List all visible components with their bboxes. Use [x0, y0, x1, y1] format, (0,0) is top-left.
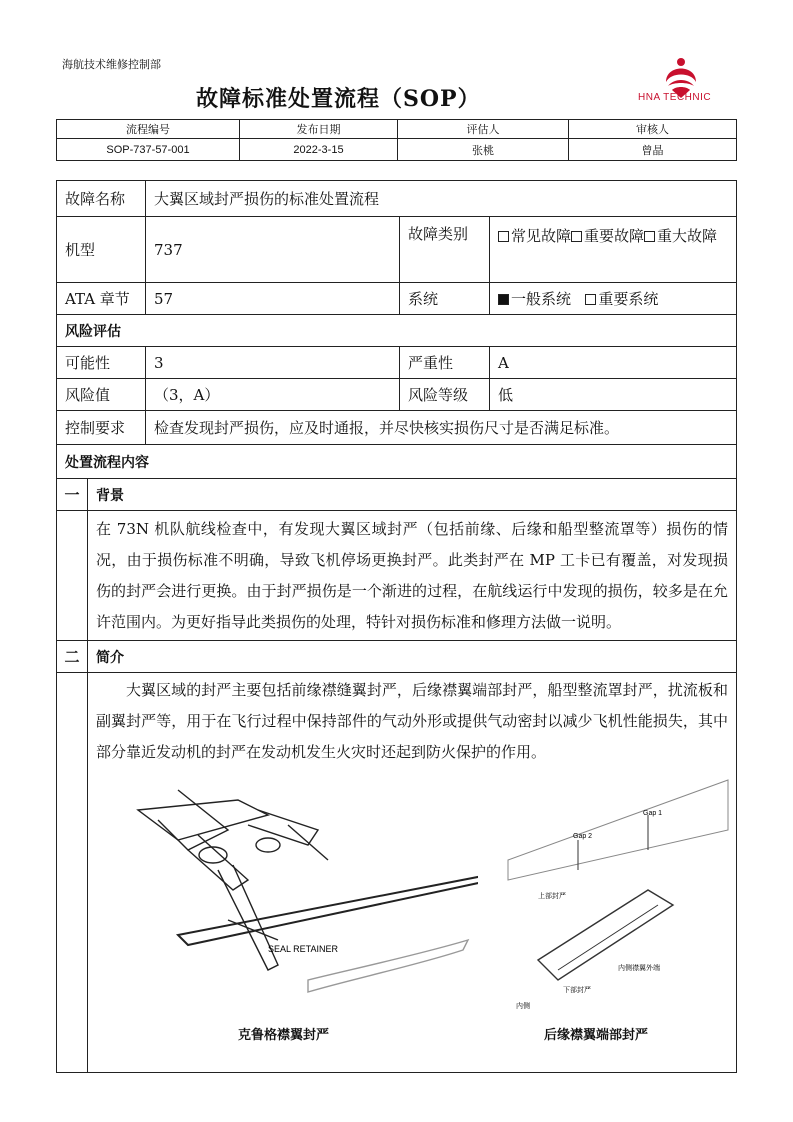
- reviewer: 曾晶: [569, 139, 737, 161]
- category-options: 常见故障 重要故障 重大故障: [490, 217, 737, 283]
- risk-level-label: 风险等级: [400, 379, 490, 411]
- col-reviewer: 审核人: [569, 120, 737, 139]
- checkbox-important[interactable]: [571, 231, 582, 242]
- krueger-caption: 克鲁格襟翼封严: [238, 1028, 330, 1043]
- category-label: 故障类别: [400, 217, 490, 283]
- section-2-number: 二: [57, 641, 88, 673]
- risk-level: 低: [490, 379, 737, 411]
- evaluator: 张桃: [398, 139, 569, 161]
- section-2-text: 大翼区域的封严主要包括前缘襟缝翼封严，后缘襟翼端部封严，船型整流罩封严，扰流板和副翼封严等，用于在飞行过程中保持部件的气动外形或提供气动密封以减少飞机性能损失，其中部分靠近发动机的封严在发动机发生火灾时还起到防火保护的作用。: [96, 681, 728, 761]
- trailing-edge-flap-seal-figure: [498, 770, 738, 1020]
- inner-flap-label: 内侧襟翼外端: [618, 964, 660, 972]
- process-number: SOP-737-57-001: [57, 139, 240, 161]
- risk-heading: 风险评估: [57, 315, 737, 347]
- inboard-label: 内侧: [516, 1002, 530, 1010]
- model-value: 737: [146, 217, 400, 283]
- document-header-table: [56, 119, 737, 161]
- severity-label: 严重性: [400, 347, 490, 379]
- risk-value-label: 风险值: [57, 379, 146, 411]
- seal-retainer-label: SEAL RETAINER: [268, 944, 339, 954]
- model-label: 机型: [57, 217, 146, 283]
- fault-name: 大翼区域封严损伤的标准处置流程: [146, 181, 737, 217]
- process-heading: 处置流程内容: [57, 445, 737, 479]
- upper-seal-label: 上部封严: [538, 892, 566, 900]
- section-1-number: 一: [57, 479, 88, 511]
- sop-main-table: [56, 180, 737, 1073]
- section-1-spacer: [57, 511, 88, 641]
- system-label: 系统: [400, 283, 490, 315]
- section-1-text: 在 73N 机队航线检查中，有发现大翼区域封严（包括前缘、后缘和船型整流罩等）损伤的情况，由于损伤标准不明确，导致飞机停场更换封严。此类封严在 MP 工卡已有覆盖，对发现损伤的封严会进行更换。由于封严损伤是一个渐进的过程，在航线运行中发现的损伤，较多是在允许范围内。为更好指导此类损伤的处理，特针对损伤标准和修理方法做一说明。: [88, 511, 737, 641]
- possibility-label: 可能性: [57, 347, 146, 379]
- risk-value: （3，A）: [146, 379, 400, 411]
- release-date: 2022-3-15: [240, 139, 398, 161]
- gap-2-label: Gap 2: [573, 833, 593, 840]
- krueger-flap-seal-figure: [118, 770, 478, 1010]
- trailing-edge-caption: 后缘襟翼端部封严: [544, 1028, 649, 1043]
- control-requirement: 检查发现封严损伤，应及时通报，并尽快核实损伤尺寸是否满足标准。: [146, 411, 737, 445]
- checkbox-general-system[interactable]: [498, 294, 509, 305]
- section-1-title: 背景: [88, 479, 737, 511]
- gap-1-label: Gap 1: [643, 810, 663, 817]
- section-2-title: 简介: [88, 641, 737, 673]
- department-name: 海航技术维修控制部: [62, 58, 161, 71]
- col-evaluator: 评估人: [398, 120, 569, 139]
- fault-name-label: 故障名称: [57, 181, 146, 217]
- page-title: 故障标准处置流程（SOP）: [196, 86, 481, 112]
- logo-text: HNA TECHNIC: [638, 92, 712, 103]
- system-options: 一般系统 重要系统: [490, 283, 737, 315]
- checkbox-major[interactable]: [644, 231, 655, 242]
- ata-value: 57: [146, 283, 400, 315]
- checkbox-important-system[interactable]: [585, 294, 596, 305]
- possibility-value: 3: [146, 347, 400, 379]
- figures-area: [88, 770, 736, 1070]
- control-label: 控制要求: [57, 411, 146, 445]
- checkbox-common[interactable]: [498, 231, 509, 242]
- section-2-spacer: [57, 673, 88, 1073]
- severity-value: A: [490, 347, 737, 379]
- col-process-number: 流程编号: [57, 120, 240, 139]
- ata-label: ATA 章节: [57, 283, 146, 315]
- lower-seal-label: 下部封严: [563, 986, 591, 994]
- col-release-date: 发布日期: [240, 120, 398, 139]
- section-2-body: [88, 673, 737, 1073]
